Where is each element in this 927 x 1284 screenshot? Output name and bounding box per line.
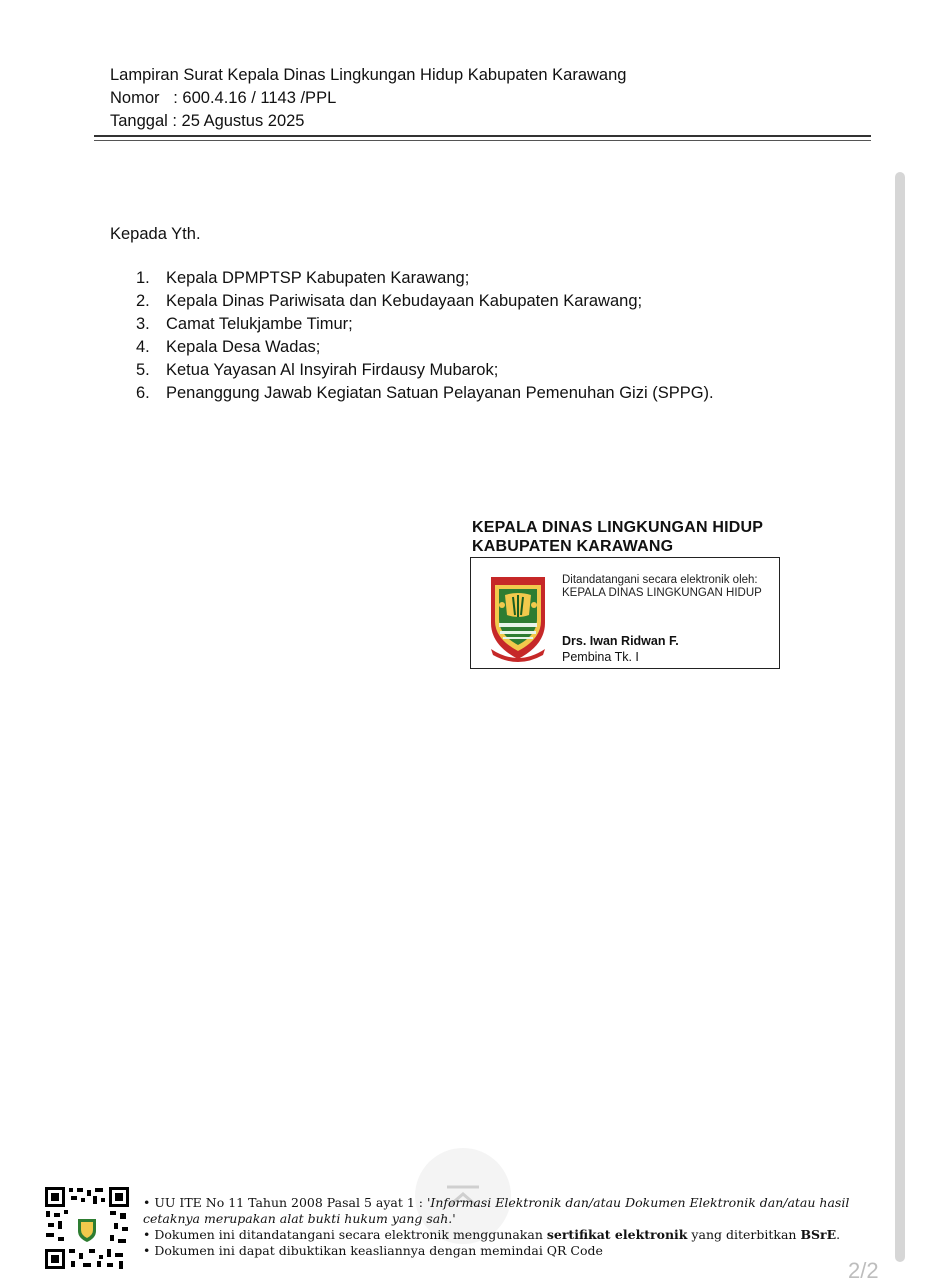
signer-rank: Pembina Tk. I: [562, 650, 639, 664]
footer-note-cert-end: .: [836, 1227, 841, 1242]
signatory-title-line2: KABUPATEN KARAWANG: [472, 538, 674, 555]
e-signature-box: [470, 557, 780, 669]
legal-footer: [143, 1195, 863, 1259]
signatory-title: [472, 518, 763, 556]
attachment-header: [110, 64, 626, 133]
list-number: 4.: [136, 338, 150, 356]
list-item: [136, 382, 714, 405]
list-item: [136, 267, 714, 290]
signatory-title-line1: KEPALA DINAS LINGKUNGAN HIDUP: [472, 519, 764, 536]
list-item: [136, 359, 714, 382]
list-text: Kepala DPMPTSP Kabupaten Karawang;: [166, 269, 470, 287]
footer-note-cert-issuer: BSrE: [800, 1227, 837, 1242]
footer-note-cert-bold: sertifikat elektronik: [546, 1227, 688, 1242]
list-item: [136, 336, 714, 359]
header-title: Lampiran Surat Kepala Dinas Lingkungan Hidup Kabupaten Karawang: [110, 66, 627, 84]
list-text: Kepala Dinas Pariwisata dan Kebudayaan Kabupaten Karawang;: [166, 292, 643, 310]
header-divider-thin: [94, 140, 871, 141]
list-text: Penanggung Jawab Kegiatan Satuan Pelayanan Pemenuhan Gizi (SPPG).: [166, 384, 714, 402]
list-number: 5.: [136, 361, 150, 379]
list-text: Kepala Desa Wadas;: [166, 338, 321, 356]
footer-note-ite-prefix: • UU ITE No 11 Tahun 2008 Pasal 5 ayat 1 :: [143, 1195, 427, 1210]
header-date: Tanggal : 25 Agustus 2025: [110, 112, 305, 130]
page-indicator: 2/2: [848, 1258, 879, 1283]
list-number: 2.: [136, 292, 150, 310]
footer-note-cert-middle: yang diterbitkan: [687, 1227, 801, 1242]
footer-note-cert-prefix: • Dokumen ini ditandatangani secara elektronik menggunakan: [143, 1227, 547, 1242]
signer-name: Drs. Iwan Ridwan F.: [562, 634, 679, 648]
list-text: Ketua Yayasan Al Insyirah Firdausy Mubarok;: [166, 361, 499, 379]
footer-note-qr: • Dokumen ini dapat dibuktikan keasliannya dengan memindai QR Code: [143, 1243, 603, 1258]
signature-statement: [562, 574, 762, 600]
signer-position: KEPALA DINAS LINGKUNGAN HIDUP: [562, 587, 762, 599]
list-item: [136, 290, 714, 313]
list-item: [136, 313, 714, 336]
vertical-scrollbar[interactable]: [895, 172, 905, 1262]
list-number: 1.: [136, 269, 150, 287]
qr-code-icon: [44, 1186, 130, 1270]
karawang-seal-icon: [487, 571, 549, 663]
header-divider-thick: [94, 135, 871, 137]
recipient-list: [136, 267, 714, 405]
signed-by-label: Ditandatangani secara elektronik oleh:: [562, 574, 758, 586]
footer-note-ite-quote: 'Informasi Elektronik dan/atau Dokumen Elektronik dan/atau hasil cetaknya merupakan alat bukti hukum yang sah.': [143, 1195, 850, 1226]
list-number: 6.: [136, 384, 150, 402]
footer-note-ite: [143, 1195, 863, 1227]
greeting: Kepada Yth.: [110, 225, 201, 243]
footer-note-certificate: [143, 1227, 863, 1243]
list-text: Camat Telukjambe Timur;: [166, 315, 353, 333]
list-number: 3.: [136, 315, 150, 333]
header-number: Nomor : 600.4.16 / 1143 /PPL: [110, 89, 337, 107]
